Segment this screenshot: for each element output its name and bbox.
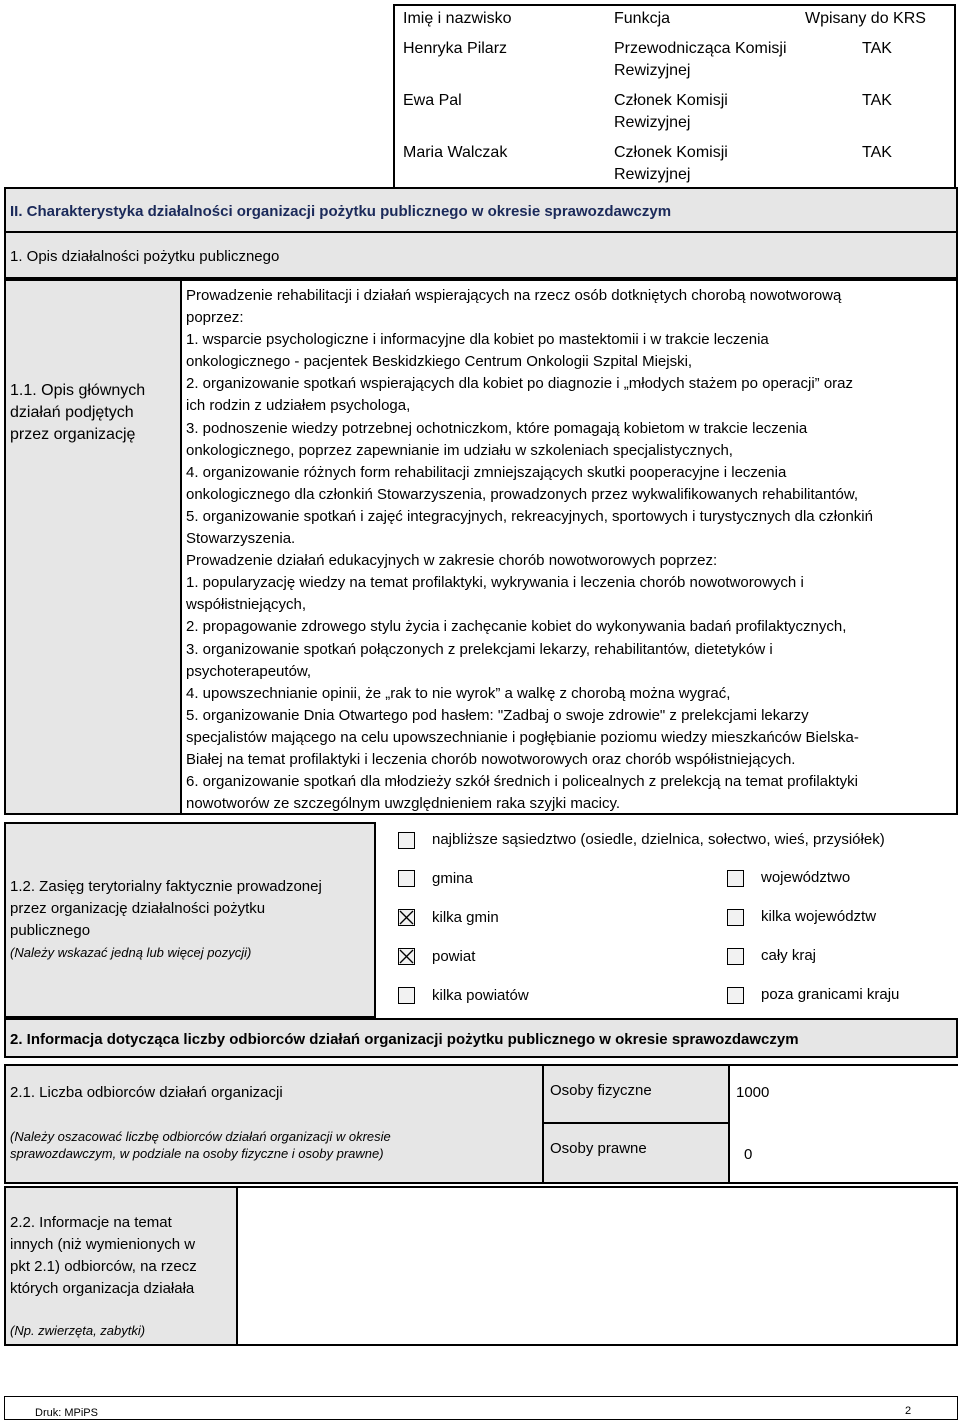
checkbox-gmina[interactable] <box>398 870 415 887</box>
activity-line: 1. wsparcie psychologiczne i informacyjne dla kobiet po mastektomii i w trakcie leczenia <box>186 331 769 349</box>
other-recipients-note: (Np. zwierzęta, zabytki) <box>10 1323 146 1338</box>
option-label: najbliższe sąsiedztwo (osiedle, dzielnica, sołectwo, wieś, przysiółek) <box>432 831 885 848</box>
other-recipients-text-field[interactable] <box>236 1186 958 1346</box>
checkbox-kilka-gmin[interactable] <box>398 909 415 926</box>
member-role: Przewodnicząca Komisji <box>614 40 787 57</box>
activity-line: nowotworów ze szczególnym uwzględnieniem raka szyjki macicy. <box>186 795 621 813</box>
section-title: II. Charakterystyka działalności organizacji pożytku publicznego w okresie sprawozdawczym <box>10 203 672 220</box>
member-name: Ewa Pal <box>403 92 462 109</box>
other-recipients-label-cell <box>4 1186 238 1346</box>
main-activities-label: 1.1. Opis głównych <box>10 382 146 399</box>
activity-line: 5. organizowanie spotkań i zajęć integracyjnych, rekreacyjnych, sportowych i turystycznych dla członkiń <box>186 507 873 525</box>
activity-line: 2. propagowanie zdrowego stylu życia i zachęcanie kobiet do wykonywania badań profilaktycznych, <box>186 618 847 636</box>
member-name: Henryka Pilarz <box>403 40 508 57</box>
recipients-count-cell <box>4 1064 958 1184</box>
other-recipients-label: innych (niż wymienionych w <box>10 1236 196 1253</box>
activity-line: współistniejących, <box>186 596 307 614</box>
member-role: Rewizyjnej <box>614 114 691 131</box>
option-label: gmina <box>432 870 473 887</box>
territory-note: (Należy wskazać jedną lub więcej pozycji) <box>10 945 252 960</box>
territory-options <box>376 822 958 1018</box>
option-label: cały kraj <box>761 947 817 964</box>
legal-value: 0 <box>744 1146 753 1163</box>
member-role: Członek Komisji <box>614 144 728 161</box>
main-activities-label-cell <box>4 279 182 815</box>
member-role: Członek Komisji <box>614 92 728 109</box>
footer-page-number: 2 <box>905 1405 912 1417</box>
persons-label: Osoby fizyczne <box>550 1082 652 1099</box>
option-label: kilka powiatów <box>432 987 529 1004</box>
member-krs: TAK <box>862 92 892 109</box>
recipients-count-note: sprawozdawczym, w podziale na osoby fizyczne i osoby prawne) <box>10 1146 384 1161</box>
option-label: powiat <box>432 948 476 965</box>
checkbox-kilka-wojewodztw[interactable] <box>727 909 744 926</box>
recipients-count-note: (Należy oszacować liczbę odbiorców działań organizacji w okresie <box>10 1129 391 1144</box>
activity-line: Stowarzyszenia. <box>186 530 296 548</box>
checkbox-poza-granicami[interactable] <box>727 987 744 1004</box>
activity-line: 3. podnoszenie wiedzy potrzebnej ochotniczkom, które pomagają kobietom w trakcie leczenia <box>186 419 808 437</box>
member-krs: TAK <box>862 144 892 161</box>
checkbox-kilka-powiatow[interactable] <box>398 987 415 1004</box>
activity-line: 4. upowszechnianie opinii, że „rak to nie wyrok” a walkę z chorobą można wygrać, <box>186 684 731 702</box>
footer-bar <box>4 1396 958 1420</box>
recipients-title-bar <box>4 1018 958 1058</box>
header-function: Funkcja <box>614 10 671 27</box>
section-title-bar <box>4 187 958 233</box>
option-label: kilka gmin <box>432 909 499 926</box>
header-krs: Wpisany do KRS <box>805 10 926 27</box>
territory-label: 1.2. Zasięg terytorialny faktycznie prowadzonej <box>10 878 322 895</box>
activity-line: psychoterapeutów, <box>186 662 312 680</box>
member-name: Maria Walczak <box>403 144 508 161</box>
subsection-title-bar <box>4 231 958 279</box>
territory-label-cell <box>4 822 376 1018</box>
territory-label: publicznego <box>10 922 91 939</box>
header-name: Imię i nazwisko <box>403 10 512 27</box>
member-krs: TAK <box>862 40 892 57</box>
legal-value-cell[interactable] <box>728 1122 958 1182</box>
checkmark-x-icon <box>399 910 414 925</box>
recipients-count-label: 2.1. Liczba odbiorców działań organizacji <box>10 1084 283 1101</box>
activity-line: onkologicznego - pacjentek Beskidzkiego Centrum Onkologii Szpital Miejski, <box>186 353 693 371</box>
activity-line: ich rodzin z udziałem psychologa, <box>186 397 411 415</box>
main-activities-label: przez organizację <box>10 426 136 443</box>
checkbox-caly-kraj[interactable] <box>727 948 744 965</box>
option-label: województwo <box>761 869 851 886</box>
option-label: kilka województw <box>761 908 877 925</box>
main-activities-text <box>186 285 952 815</box>
persons-value: 1000 <box>736 1084 770 1101</box>
legal-label: Osoby prawne <box>550 1140 647 1157</box>
recipients-title: 2. Informacja dotycząca liczby odbiorców działań organizacji pożytku publicznego w okresie sprawozdawczym <box>10 1031 799 1048</box>
checkbox-powiat[interactable] <box>398 948 415 965</box>
activity-line: onkologicznego, poprzez zapewnianie im udziału w szkoleniach specjalistycznych, <box>186 441 733 459</box>
activity-line: Białej na temat profilaktyki i leczenia chorób nowotworowych oraz chorób współistniejących. <box>186 750 796 768</box>
activity-line: Prowadzenie działań edukacyjnych w zakresie chorób nowotworowych poprzez: <box>186 552 718 570</box>
footer-print-label: Druk: MPiPS <box>35 1407 98 1419</box>
activity-line: 4. organizowanie różnych form rehabilitacji zmniejszających skutki pooperacyjne i leczenia <box>186 463 787 481</box>
activity-line: 5. organizowanie Dnia Otwartego pod hasłem: "Zadbaj o swoje zdrowie" z prelekcjami lekarzy <box>186 706 809 724</box>
checkmark-x-icon <box>399 949 414 964</box>
activity-line: 3. organizowanie spotkań połączonych z prelekcjami lekarzy, rehabilitantów, dietetyków i <box>186 640 773 658</box>
checkbox-neighborhood[interactable] <box>398 832 415 849</box>
main-activities-text-cell <box>180 279 958 815</box>
other-recipients-label: których organizacja działała <box>10 1280 195 1297</box>
activity-line: poprzez: <box>186 309 244 327</box>
main-activities-label: działań podjętych <box>10 404 134 421</box>
territory-label: przez organizację działalności pożytku <box>10 900 266 917</box>
activity-line: 1. popularyzację wiedzy na temat profilaktyki, wykrywania i leczenia chorób nowotworowych i <box>186 574 804 592</box>
member-role: Rewizyjnej <box>614 166 691 183</box>
activity-line: specjalistów mającego na celu upowszechnianie i pogłębianie poziomu wiedzy mieszkańców Bielska- <box>186 728 859 746</box>
option-label: poza granicami kraju <box>761 986 900 1003</box>
other-recipients-label: 2.2. Informacje na temat <box>10 1214 172 1231</box>
activity-line: 6. organizowanie spotkań dla młodzieży szkół średnich i policealnych z prelekcją na temat profilaktyki <box>186 773 858 791</box>
activity-line: 2. organizowanie spotkań wspierających dla kobiet po diagnozie i „młodych stażem po operacji” oraz <box>186 375 854 393</box>
activity-line: Prowadzenie rehabilitacji i działań wspierających na rzecz osób dotkniętych chorobą nowotworową <box>186 287 842 304</box>
other-recipients-label: pkt 2.1) odbiorców, na rzecz <box>10 1258 197 1275</box>
subsection-title: 1. Opis działalności pożytku publicznego <box>10 248 280 265</box>
member-role: Rewizyjnej <box>614 62 691 79</box>
activity-line: onkologicznego dla członkiń Stowarzyszenia, prowadzonych przez wykwalifikowanych rehabilitantów, <box>186 485 859 503</box>
checkbox-wojewodztwo[interactable] <box>727 870 744 887</box>
